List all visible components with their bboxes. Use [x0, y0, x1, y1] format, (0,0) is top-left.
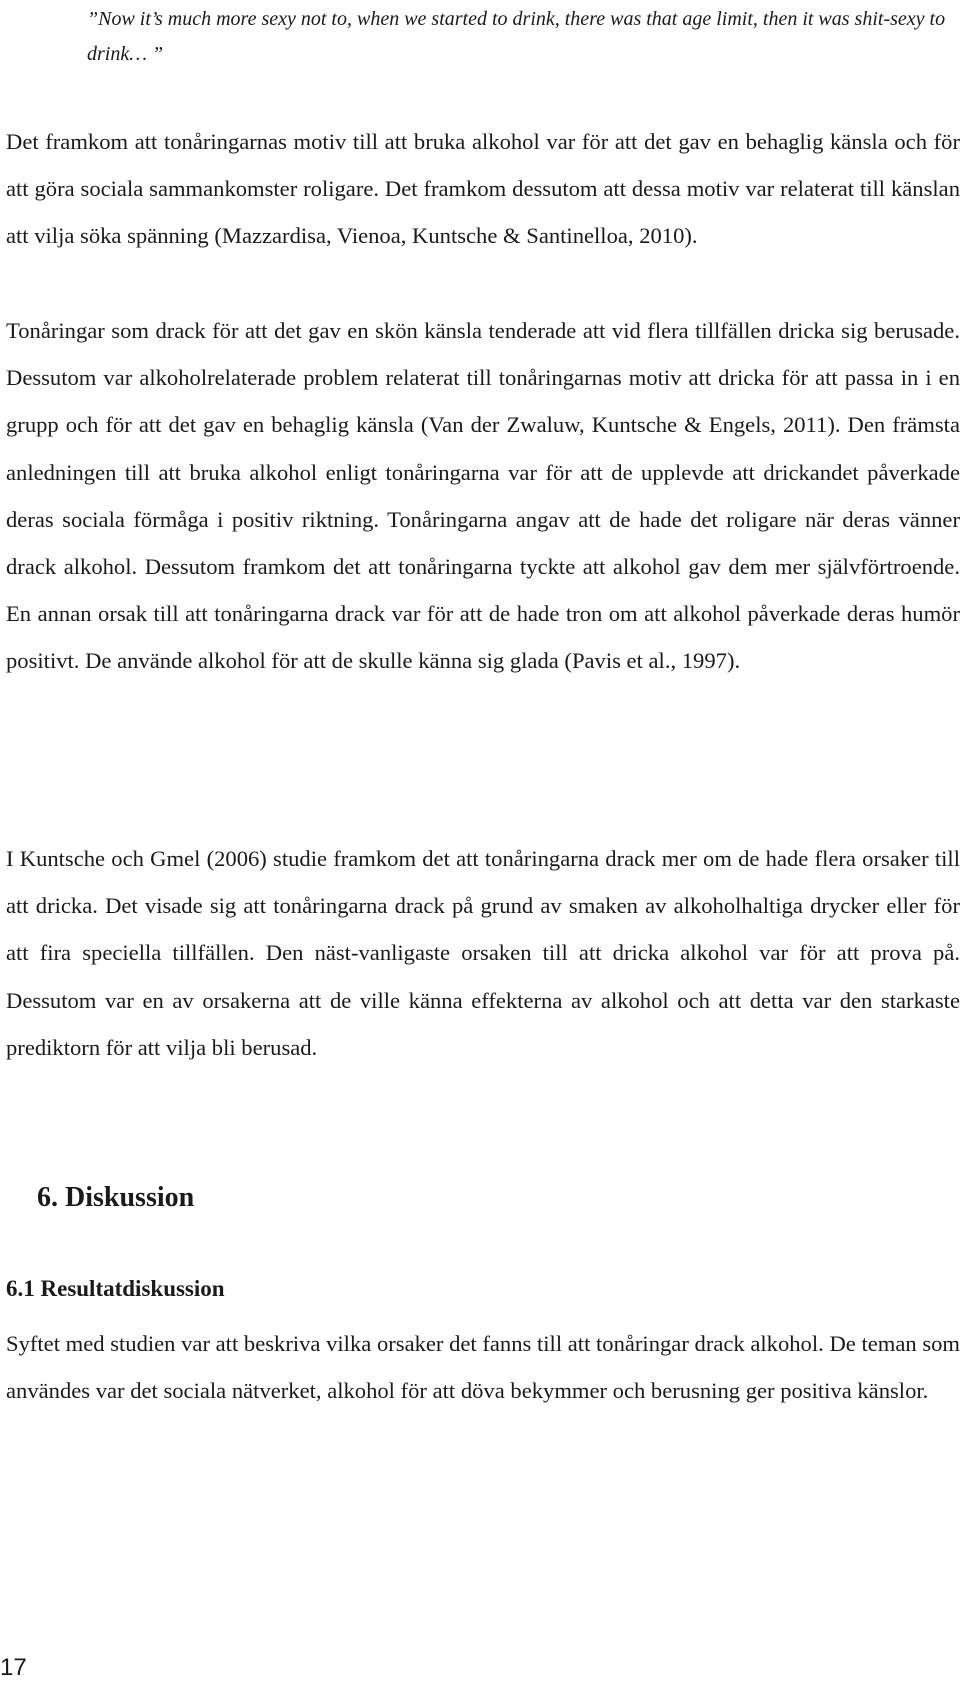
body-paragraph-kuntsche-gmel: I Kuntsche och Gmel (2006) studie framkom det att tonåringarna drack mer om de hade flera orsaker till att dricka. Det visade sig att tonåringarna drack på grund av smaken av alkoholhaltiga drycker eller för att fira speciella tillfällen. Den näst-vanligaste orsaken till att dricka alkohol var för att prova på. Dessutom var en av orsakerna att de ville känna effekterna av alkohol och att detta var den starkaste prediktorn för att vilja bli berusad.	[6, 846, 960, 1060]
subsection-heading-resultatdiskussion: 6.1 Resultatdiskussion	[6, 1276, 225, 1301]
body-paragraph-syfte: Syftet med studien var att beskriva vilka orsaker det fanns till att tonåringar drack alkohol. De teman som användes var det sociala nätverket, alkohol för att döva bekymmer och berusning ger positiva känslor.	[6, 1331, 960, 1404]
body-paragraph-consequences: Tonåringar som drack för att det gav en skön känsla tenderade att vid flera tillfällen dricka sig berusade. Dessutom var alkoholrelaterade problem relaterat till tonåringarnas motiv att dricka för att passa in i en grupp och för att det gav en behaglig känsla (Van der Zwaluw, Kuntsche & Engels, 2011). Den främsta anledningen till att bruka alkohol enligt tonåringarna var för att de upplevde att drickandet påverkade deras sociala förmåga i positiv riktning. Tonåringarna angav att de hade det roligare när deras vänner drack alkohol. Dessutom framkom det att tonåringarna tyckte att alkohol gav dem mer självförtroende. En annan orsak till att tonåringarna drack var för att de hade tron om att alkohol påverkade deras humör positivt. De använde alkohol för att de skulle känna sig glada (Pavis et al., 1997).	[6, 318, 960, 674]
page-number: 17	[0, 1654, 27, 1681]
interview-quote: ”Now it’s much more sexy not to, when we started to drink, there was that age limit, then it was shit-sexy to drink… ”	[87, 8, 946, 65]
body-paragraph-motives: Det framkom att tonåringarnas motiv till att bruka alkohol var för att det gav en behaglig känsla och för att göra sociala sammankomster roligare. Det framkom dessutom att dessa motiv var relaterat till känslan att vilja söka spänning (Mazzardisa, Vienoa, Kuntsche & Santinelloa, 2010).	[6, 129, 960, 249]
section-heading-diskussion: 6. Diskussion	[37, 1182, 195, 1213]
